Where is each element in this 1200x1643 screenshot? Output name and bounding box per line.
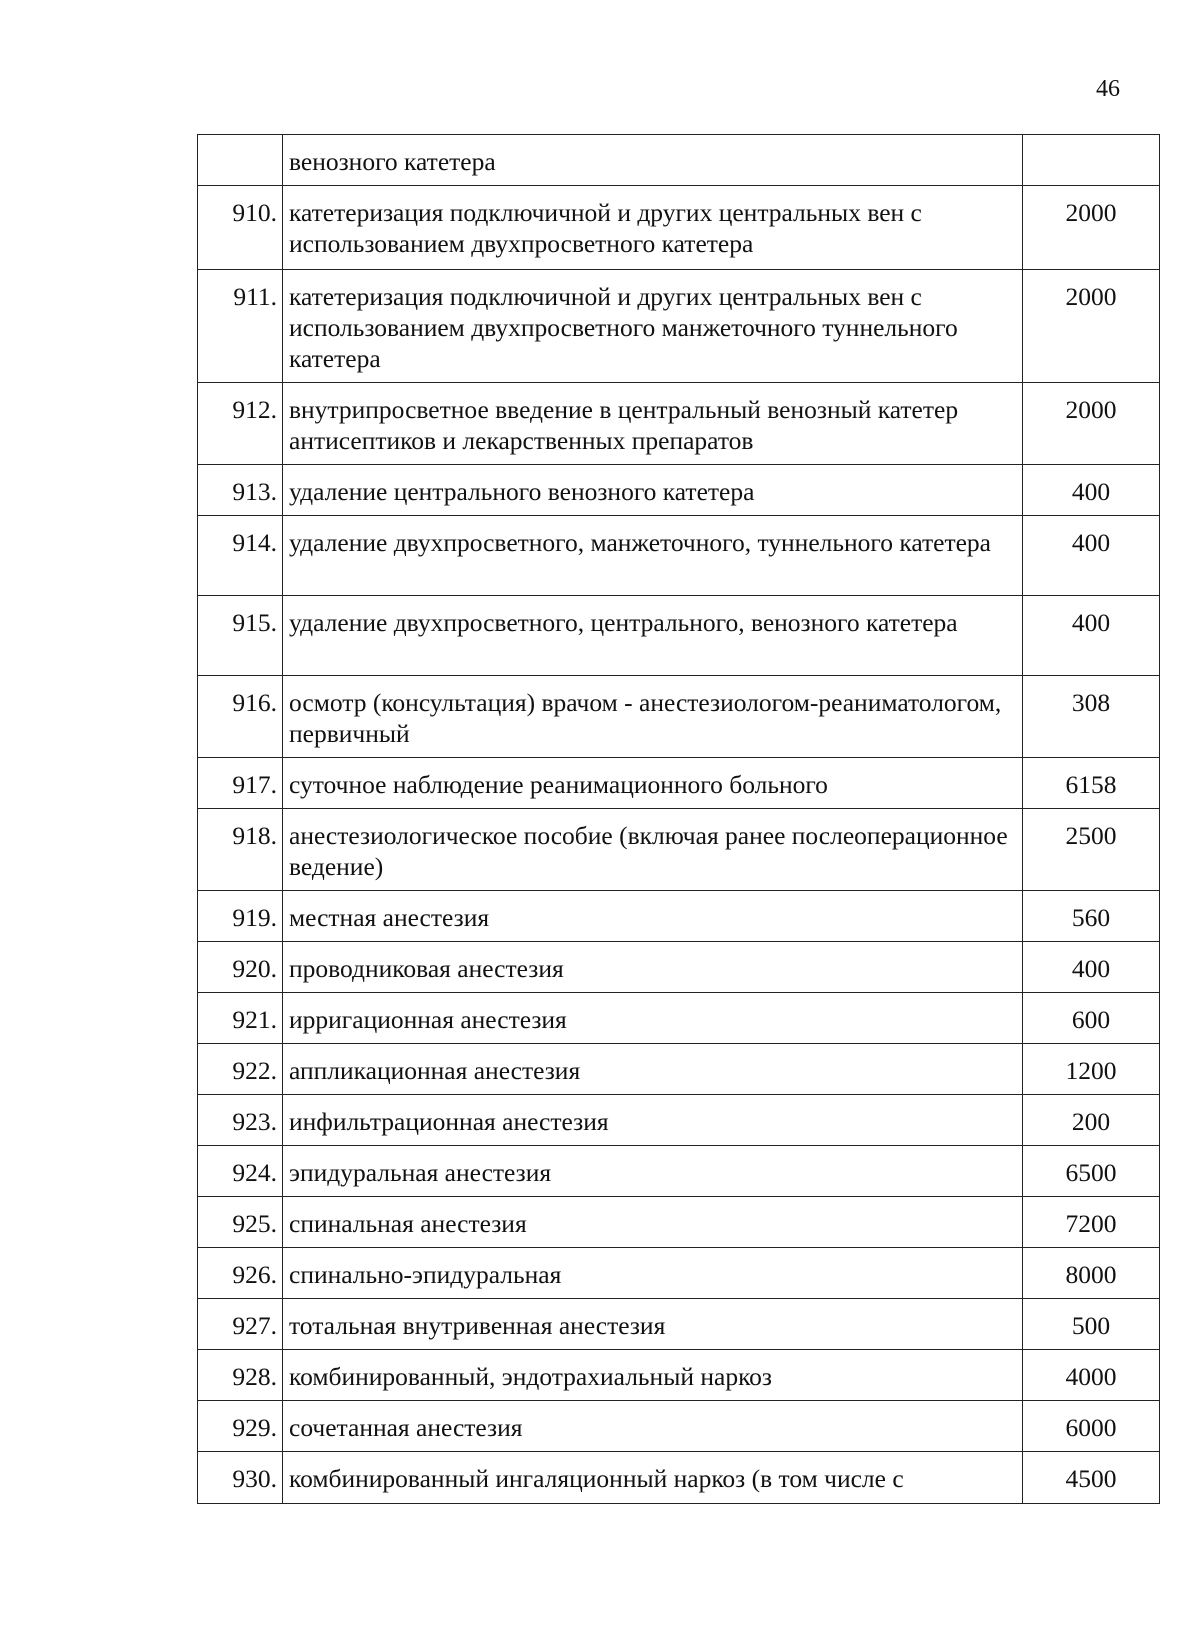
table-body xyxy=(198,135,1160,1504)
row-description: комбинированный, эндотрахиальный наркоз xyxy=(283,1350,1023,1401)
row-number: 929. xyxy=(198,1401,283,1452)
table-row xyxy=(198,1197,1160,1248)
row-price: 6158 xyxy=(1023,758,1160,809)
row-price xyxy=(1023,135,1160,186)
row-price: 500 xyxy=(1023,1299,1160,1350)
table-row xyxy=(198,596,1160,676)
row-description: комбинированный ингаляционный наркоз (в том числе с xyxy=(283,1452,1023,1504)
row-description: спинальная анестезия xyxy=(283,1197,1023,1248)
row-description: удаление центрального венозного катетера xyxy=(283,465,1023,516)
table-row xyxy=(198,1095,1160,1146)
table-row xyxy=(198,1248,1160,1299)
row-description: проводниковая анестезия xyxy=(283,942,1023,993)
row-number: 913. xyxy=(198,465,283,516)
table-row xyxy=(198,270,1160,383)
page-number: 46 xyxy=(1096,76,1120,102)
row-description: внутрипросветное введение в центральный венозный катетер антисептиков и лекарственных препаратов xyxy=(283,383,1023,465)
row-number: 928. xyxy=(198,1350,283,1401)
row-description: ирригационная анестезия xyxy=(283,993,1023,1044)
row-description: удаление двухпросветного, центрального, венозного катетера xyxy=(283,596,1023,676)
row-number: 924. xyxy=(198,1146,283,1197)
row-number: 914. xyxy=(198,516,283,596)
row-description: катетеризация подключичной и других центральных вен с использованием двухпросветного манжеточного туннельного катетера xyxy=(283,270,1023,383)
row-number: 918. xyxy=(198,809,283,891)
table-row xyxy=(198,516,1160,596)
table-row xyxy=(198,1044,1160,1095)
table-row xyxy=(198,1299,1160,1350)
row-price: 2000 xyxy=(1023,383,1160,465)
row-price: 400 xyxy=(1023,942,1160,993)
row-number: 927. xyxy=(198,1299,283,1350)
table-row xyxy=(198,1146,1160,1197)
table-row xyxy=(198,676,1160,758)
row-description: суточное наблюдение реанимационного больного xyxy=(283,758,1023,809)
row-price: 2500 xyxy=(1023,809,1160,891)
row-description: анестезиологическое пособие (включая ранее послеоперационное ведение) xyxy=(283,809,1023,891)
row-price: 400 xyxy=(1023,516,1160,596)
row-number: 919. xyxy=(198,891,283,942)
row-number: 910. xyxy=(198,186,283,270)
row-price: 4000 xyxy=(1023,1350,1160,1401)
row-price: 600 xyxy=(1023,993,1160,1044)
row-price: 200 xyxy=(1023,1095,1160,1146)
price-table xyxy=(197,134,1160,1504)
row-number: 916. xyxy=(198,676,283,758)
row-number: 926. xyxy=(198,1248,283,1299)
row-description: тотальная внутривенная анестезия xyxy=(283,1299,1023,1350)
row-number: 922. xyxy=(198,1044,283,1095)
row-description: катетеризация подключичной и других центральных вен с использованием двухпросветного катетера xyxy=(283,186,1023,270)
row-description: спинально-эпидуральная xyxy=(283,1248,1023,1299)
row-description: венозного катетера xyxy=(283,135,1023,186)
row-number: 911. xyxy=(198,270,283,383)
table-row xyxy=(198,891,1160,942)
row-price: 4500 xyxy=(1023,1452,1160,1504)
row-price: 400 xyxy=(1023,465,1160,516)
row-number: 925. xyxy=(198,1197,283,1248)
row-price: 7200 xyxy=(1023,1197,1160,1248)
row-number: 917. xyxy=(198,758,283,809)
table-row xyxy=(198,1350,1160,1401)
table-row xyxy=(198,993,1160,1044)
table-row xyxy=(198,135,1160,186)
row-price: 400 xyxy=(1023,596,1160,676)
row-price: 308 xyxy=(1023,676,1160,758)
row-description: инфильтрационная анестезия xyxy=(283,1095,1023,1146)
row-price: 1200 xyxy=(1023,1044,1160,1095)
table-row xyxy=(198,809,1160,891)
row-description: удаление двухпросветного, манжеточного, туннельного катетера xyxy=(283,516,1023,596)
table-row xyxy=(198,383,1160,465)
row-number: 921. xyxy=(198,993,283,1044)
row-number: 930. xyxy=(198,1452,283,1504)
table-row xyxy=(198,186,1160,270)
row-description: эпидуральная анестезия xyxy=(283,1146,1023,1197)
table-row xyxy=(198,758,1160,809)
row-description: сочетанная анестезия xyxy=(283,1401,1023,1452)
row-price: 6500 xyxy=(1023,1146,1160,1197)
row-number xyxy=(198,135,283,186)
row-price: 560 xyxy=(1023,891,1160,942)
row-price: 2000 xyxy=(1023,270,1160,383)
table-row xyxy=(198,1452,1160,1504)
row-number: 920. xyxy=(198,942,283,993)
table-row xyxy=(198,465,1160,516)
row-price: 8000 xyxy=(1023,1248,1160,1299)
row-price: 6000 xyxy=(1023,1401,1160,1452)
row-price: 2000 xyxy=(1023,186,1160,270)
row-number: 915. xyxy=(198,596,283,676)
row-number: 923. xyxy=(198,1095,283,1146)
row-description: аппликационная анестезия xyxy=(283,1044,1023,1095)
row-description: местная анестезия xyxy=(283,891,1023,942)
table-row xyxy=(198,1401,1160,1452)
row-description: осмотр (консультация) врачом - анестезиологом-реаниматологом, первичный xyxy=(283,676,1023,758)
table-row xyxy=(198,942,1160,993)
row-number: 912. xyxy=(198,383,283,465)
